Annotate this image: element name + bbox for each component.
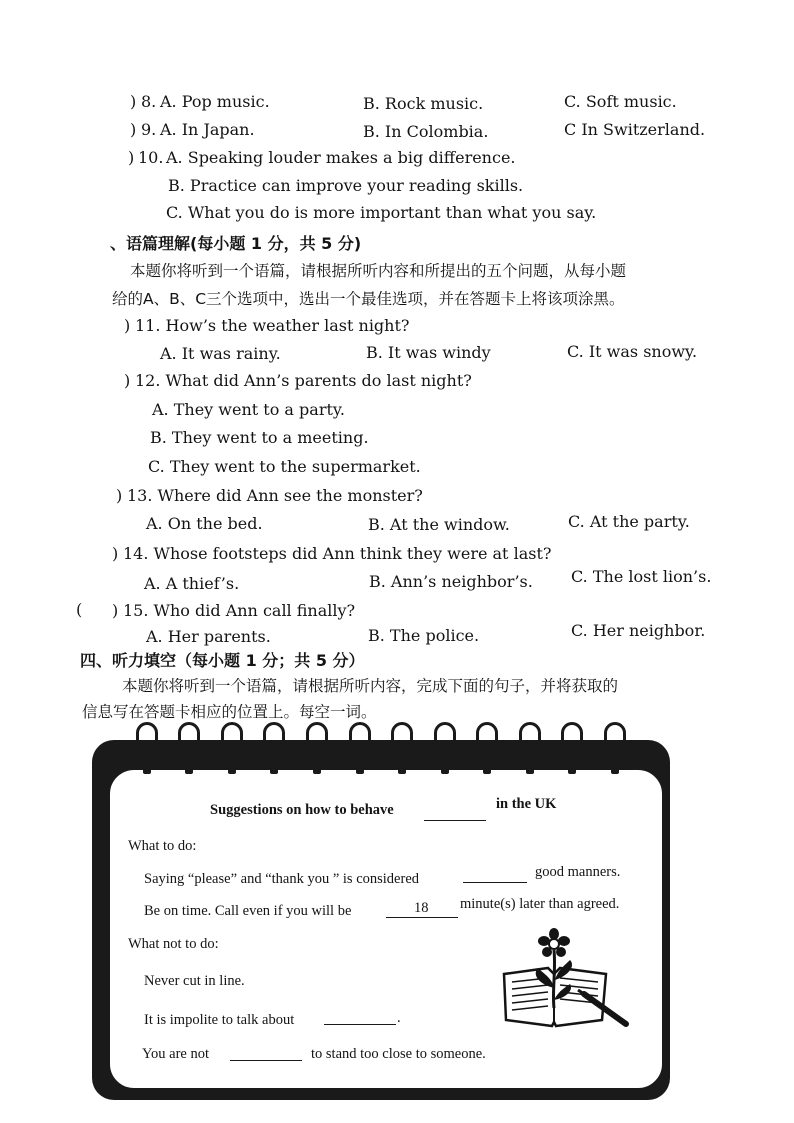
option-b: B. They went to a meeting. xyxy=(150,428,369,447)
what-not-heading: What not to do: xyxy=(128,936,219,952)
answer-paren-open: ( xyxy=(76,600,83,619)
handwritten-answer: 18 xyxy=(414,900,429,916)
suggestion-line: Saying “please” and “thank you ” is considered xyxy=(144,871,420,887)
question-stem: 13. Where did Ann see the monster? xyxy=(127,486,423,505)
option-b: B. It was windy xyxy=(366,343,491,362)
option-a: A. In Japan. xyxy=(160,120,255,139)
option-c: C. Her neighbor. xyxy=(571,621,706,640)
suggestion-line-end: good manners. xyxy=(535,864,621,880)
option-b: B. Practice can improve your reading skills. xyxy=(168,176,524,195)
question-number: 9. xyxy=(141,120,157,139)
suggestion-line: Never cut in line. xyxy=(144,973,245,989)
option-a: A. A thief’s. xyxy=(144,574,240,593)
option-a: A. Her parents. xyxy=(146,627,271,646)
suggestion-line-end: . xyxy=(397,1010,401,1026)
option-a: A. Speaking louder makes a big difference. xyxy=(166,148,516,167)
option-b: B. Ann’s neighbor’s. xyxy=(369,572,533,591)
option-a: A. Pop music. xyxy=(160,92,270,111)
answer-paren: ) xyxy=(112,601,119,620)
option-a: A. They went to a party. xyxy=(152,400,345,419)
question-stem: 15. Who did Ann call finally? xyxy=(123,601,356,620)
section-three-instruction: 本题你将听到一个语篇，请根据所听内容和所提出的五个问题，从每小题 xyxy=(130,262,627,280)
option-c: C. At the party. xyxy=(568,512,690,531)
option-c: C. The lost lion’s. xyxy=(571,567,712,586)
blank-3 xyxy=(324,1010,396,1025)
option-a: A. On the bed. xyxy=(146,514,263,533)
question-stem: 11. How’s the weather last night? xyxy=(135,316,410,335)
blank-4 xyxy=(230,1046,302,1061)
suggestion-line-end: minute(s) later than agreed. xyxy=(460,896,620,912)
answer-paren: ) xyxy=(124,371,131,390)
section-four-heading: 四、听力填空（每小题 1 分；共 5 分） xyxy=(80,651,365,670)
what-to-do-heading: What to do: xyxy=(128,838,197,854)
section-four-instruction: 本题你将听到一个语篇，请根据所听内容，完成下面的句子，并将获取的 xyxy=(122,677,619,695)
option-b: B. Rock music. xyxy=(363,94,484,113)
answer-paren: ) xyxy=(124,316,131,335)
question-number: 10. xyxy=(138,148,164,167)
answer-paren: ) xyxy=(130,92,137,111)
section-three-heading: 、语篇理解(每小题 1 分，共 5 分) xyxy=(110,234,362,253)
suggestion-line: It is impolite to talk about xyxy=(144,1012,295,1028)
option-c: C In Switzerland. xyxy=(564,120,706,139)
option-c: C. They went to the supermarket. xyxy=(148,457,421,476)
question-stem: 14. Whose footsteps did Ann think they were at last? xyxy=(123,544,552,563)
option-a: A. It was rainy. xyxy=(160,344,281,363)
blank-1 xyxy=(424,806,486,821)
section-four-instruction: 信息写在答题卡相应的位置上。每空一词。 xyxy=(82,703,377,721)
suggestion-line-end: to stand too close to someone. xyxy=(311,1046,486,1062)
notebook-title: Suggestions on how to behave xyxy=(210,802,394,818)
answer-paren: ) xyxy=(116,486,123,505)
option-c: C. It was snowy. xyxy=(567,342,698,361)
option-c: C. Soft music. xyxy=(564,92,677,111)
option-b: B. The police. xyxy=(368,626,480,645)
answer-paren: ) xyxy=(128,148,135,167)
answer-paren: ) xyxy=(112,544,119,563)
suggestion-line: You are not xyxy=(142,1046,209,1062)
option-b: B. At the window. xyxy=(368,515,510,534)
notebook-title-end: in the UK xyxy=(496,796,557,812)
question-stem: 12. What did Ann’s parents do last night? xyxy=(135,371,472,390)
book-flower-icon xyxy=(498,928,638,1032)
suggestion-line: Be on time. Call even if you will be xyxy=(144,903,352,919)
option-b: B. In Colombia. xyxy=(363,122,489,141)
blank-2 xyxy=(463,868,527,883)
question-number: 8. xyxy=(141,92,157,111)
answer-paren: ) xyxy=(130,120,137,139)
option-c: C. What you do is more important than what you say. xyxy=(166,203,597,222)
section-three-instruction: 给的A、B、C三个选项中，选出一个最佳选项，并在答题卡上将该项涂黑。 xyxy=(112,290,625,308)
